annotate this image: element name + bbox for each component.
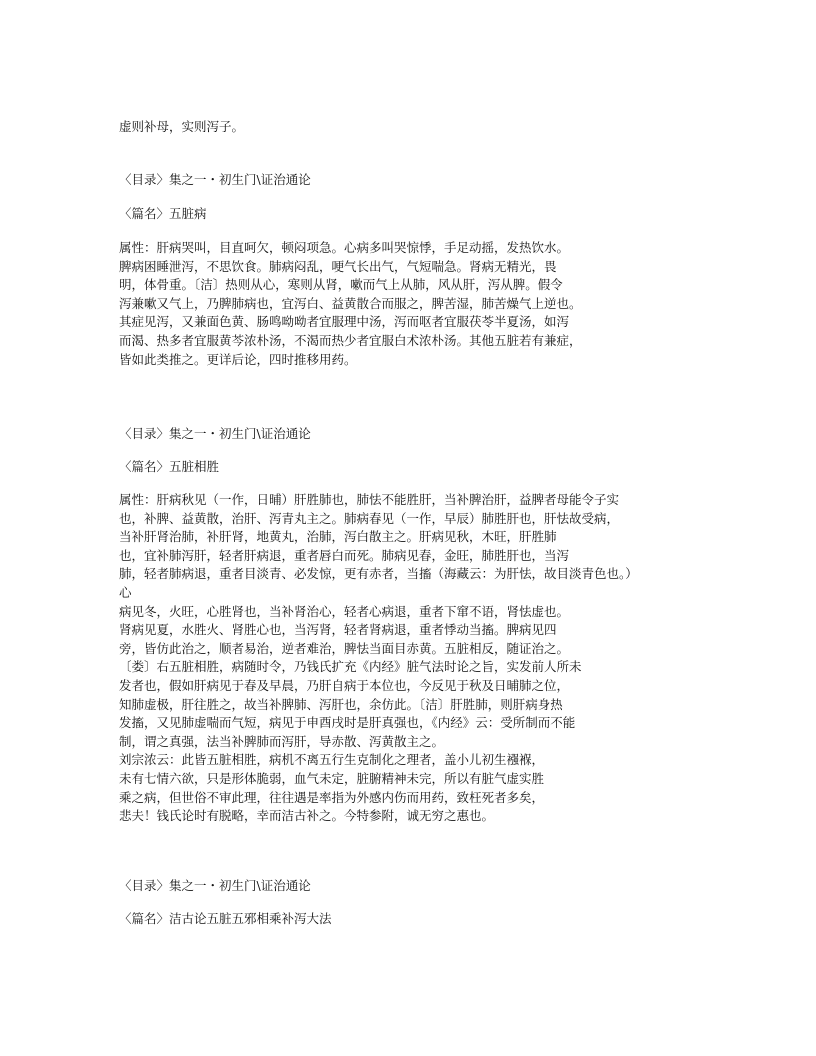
body-line: 而渴、热多者宜服黄芩浓朴汤，不渴而热少者宜服白术浓朴汤。其他五脏若有兼症， xyxy=(119,332,582,348)
body-line: 其症见泻，又兼面色黄、肠鸣呦呦者宜服理中汤，泻而呕者宜服茯苓半夏汤，如泻 xyxy=(119,314,570,330)
body-line: 泻兼嗽又气上，乃脾肺病也，宜泻白、益黄散合而服之，脾苦湿，肺苦燥气上逆也。 xyxy=(119,295,582,311)
section-3-catalog: 〈目录〉集之一・初生门\证治通论 xyxy=(119,878,311,893)
body-line: 肺，轻者肺病退，重者目淡青、必发惊，更有赤者，当搐（海藏云：为肝怯，故目淡青色也。） xyxy=(119,566,638,582)
body-line: 也，宜补肺泻肝，轻者肝病退，重者唇白而死。肺病见春，金旺，肺胜肝也，当泻 xyxy=(119,547,570,563)
body-line: 刘宗浓云：此皆五脏相胜，病机不离五行生克制化之理者，盖小儿初生襁褓， xyxy=(119,752,545,768)
section-1-body xyxy=(119,239,582,369)
body-line: 发者也，假如肝病见于春及早晨，乃肝自病于本位也，今反见于秋及日晡肺之位， xyxy=(119,677,570,693)
intro-line: 虚则补母，实则泻子。 xyxy=(119,119,245,134)
body-line: 当补肝肾治肺，补肝肾，地黄丸，治肺，泻白散主之。肝病见秋，木旺，肝胜肺 xyxy=(119,529,557,545)
section-1-catalog: 〈目录〉集之一・初生门\证治通论 xyxy=(119,172,311,187)
section-3-title: 〈篇名〉洁古论五脏五邪相乘补泻大法 xyxy=(119,911,332,926)
body-line: 肾病见夏，水胜火、肾胜心也，当泻肾，轻者肾病退，重者悸动当搐。脾病见四 xyxy=(119,622,557,638)
body-line: 病见冬，火旺，心胜肾也，当补肾治心，轻者心病退，重者下窜不语，肾怯虚也。 xyxy=(119,603,570,619)
section-2-body xyxy=(119,491,638,826)
section-2-catalog: 〈目录〉集之一・初生门\证治通论 xyxy=(119,426,311,441)
body-line: 也，补脾、益黄散，治肝、泻青丸主之。肺病春见（一作，早辰）肺胜肝也，肝怯故受病， xyxy=(119,510,620,526)
section-2-title: 〈篇名〉五脏相胜 xyxy=(119,459,220,474)
body-line: 制，谓之真强，法当补脾肺而泻肝，导赤散、泻黄散主之。 xyxy=(119,733,445,749)
body-line: 旁，皆仿此治之，顺者易治，逆者难治，脾怯当面目赤黄。五脏相反，随证治之。 xyxy=(119,640,570,656)
body-line: 脾病困睡泄泻，不思饮食。肺病闷乱，哽气长出气，气短喘急。肾病无精光，畏 xyxy=(119,258,557,274)
body-line: 明，体骨重。〔洁〕热则从心，寒则从肾，嗽而气上从肺，风从肝，泻从脾。假令 xyxy=(119,277,563,293)
body-line: 未有七情六欲，只是形体脆弱，血气未定，脏腑精神未完，所以有脏气虚实胜 xyxy=(119,770,545,786)
section-1-title: 〈篇名〉五脏病 xyxy=(119,206,207,221)
body-line: 皆如此类推之。更详后论，四时推移用药。 xyxy=(119,351,357,367)
body-line: 〔娄〕右五脏相胜，病随时令，乃钱氏扩充《内经》脏气法时论之旨，实发前人所未 xyxy=(119,659,582,675)
body-line: 心 xyxy=(119,584,132,600)
body-line: 发搐，又见肺虚喘而气短，病见于申酉戌时是肝真强也，《内经》云：受所制而不能 xyxy=(119,715,576,731)
body-line: 知肺虚极，肝往胜之，故当补脾肺、泻肝也，余仿此。〔洁〕肝胜肺，则肝病身热 xyxy=(119,696,563,712)
body-line: 属性：肝病哭叫，目直呵欠，顿闷项急。心病多叫哭惊悸，手足动摇，发热饮水。 xyxy=(119,240,570,255)
body-line: 属性：肝病秋见（一作，日晡）肝胜肺也，肺怯不能胜肝，当补脾治肝，益脾者母能令子实 xyxy=(119,492,620,507)
body-line: 乘之病，但世俗不审此理，往往遇是率指为外感内伤而用药，致枉死者多矣， xyxy=(119,789,545,805)
body-line: 悲夫！钱氏论时有脱略，幸而洁古补之。今特参附，诚无穷之惠也。 xyxy=(119,808,495,824)
